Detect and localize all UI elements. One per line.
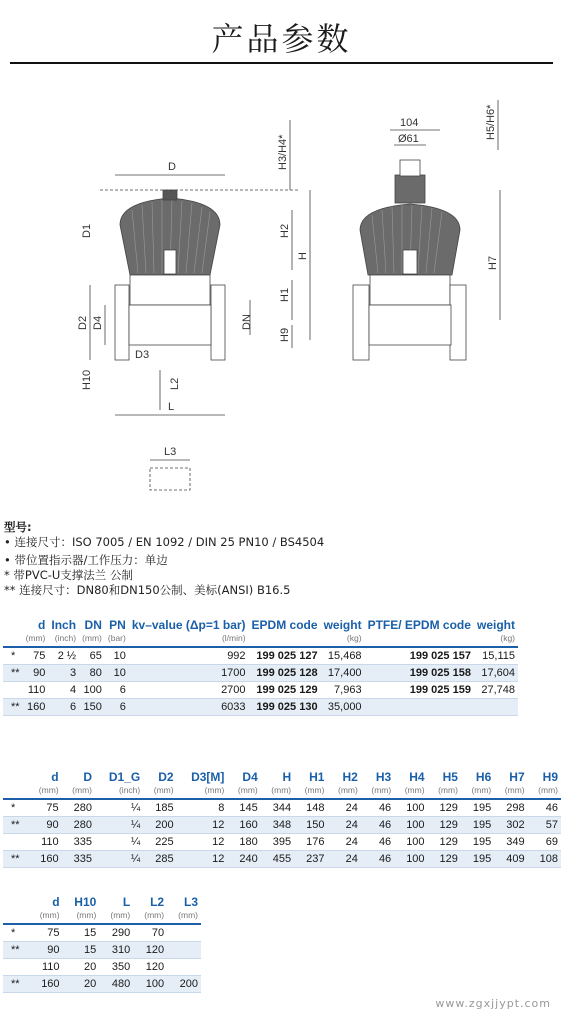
table-row bbox=[3, 958, 201, 975]
table-cell: 6 bbox=[48, 698, 79, 715]
column-header bbox=[327, 770, 360, 799]
column-unit: (mm) bbox=[338, 785, 358, 795]
table-cell: 24 bbox=[327, 850, 360, 867]
row-marker: ** bbox=[3, 664, 23, 681]
column-unit: (inch) bbox=[118, 785, 141, 795]
marker-header bbox=[3, 770, 28, 799]
column-header bbox=[133, 895, 167, 924]
table-cell: 120 bbox=[133, 958, 167, 975]
column-header bbox=[29, 895, 63, 924]
column-unit: (mm) bbox=[471, 785, 492, 795]
spec-line: • 连接尺寸：ISO 7005 / EN 1092 / DIN 25 PN10 / BS4504 bbox=[4, 535, 325, 549]
table-cell: 10 bbox=[105, 664, 129, 681]
table-cell: 285 bbox=[143, 850, 176, 867]
label-104: 104 bbox=[400, 117, 419, 129]
table-cell: 110 bbox=[29, 958, 63, 975]
spec-block bbox=[4, 520, 324, 598]
column-label: d bbox=[38, 618, 46, 632]
table-cell: 100 bbox=[79, 681, 105, 698]
label-H: H bbox=[297, 252, 309, 260]
label-L: L bbox=[168, 401, 175, 413]
table-dimensions-2 bbox=[3, 895, 201, 993]
table-cell bbox=[167, 924, 201, 941]
table-cell: 75 bbox=[23, 647, 49, 664]
row-marker bbox=[3, 681, 23, 698]
table-cell: 35,000 bbox=[321, 698, 365, 715]
table-cell: 6 bbox=[105, 698, 129, 715]
label-L3: L3 bbox=[164, 446, 177, 458]
column-unit: (mm) bbox=[39, 910, 60, 920]
table-cell: 129 bbox=[428, 816, 461, 833]
table-cell: 302 bbox=[494, 816, 527, 833]
table-cell: 27,748 bbox=[474, 681, 518, 698]
table-cell: 6 bbox=[105, 681, 129, 698]
table-cell: 225 bbox=[143, 833, 176, 850]
table-cell: 108 bbox=[528, 850, 561, 867]
table-cell: 90 bbox=[29, 941, 63, 958]
table-cell: 15 bbox=[63, 941, 100, 958]
column-header bbox=[167, 895, 201, 924]
table-cell: 12 bbox=[177, 816, 228, 833]
column-unit: (mm) bbox=[110, 910, 131, 920]
label-H5H6: H5/H6* bbox=[485, 104, 497, 140]
table-cell: ¼ bbox=[95, 799, 143, 816]
column-unit: (mm) bbox=[504, 785, 525, 795]
column-label: H2 bbox=[342, 770, 358, 784]
table-cell: 150 bbox=[79, 698, 105, 715]
label-L2: L2 bbox=[169, 377, 181, 390]
table-row bbox=[3, 647, 518, 664]
table-cell: 90 bbox=[23, 664, 49, 681]
column-header bbox=[23, 618, 49, 647]
label-H10: H10 bbox=[81, 369, 93, 390]
table-cell: 15,115 bbox=[474, 647, 518, 664]
column-label: H1 bbox=[309, 770, 325, 784]
row-marker: ** bbox=[3, 698, 23, 715]
label-DN: DN bbox=[241, 314, 253, 330]
table-cell: 237 bbox=[294, 850, 327, 867]
table-cell: 350 bbox=[99, 958, 133, 975]
column-header bbox=[494, 770, 527, 799]
column-label: weight bbox=[323, 618, 362, 632]
column-unit: (mm) bbox=[204, 785, 225, 795]
table-cell: 298 bbox=[494, 799, 527, 816]
column-unit: (kg) bbox=[500, 633, 515, 643]
spec-heading: 型号: bbox=[4, 520, 32, 534]
table-codes bbox=[3, 618, 518, 716]
column-label: d bbox=[51, 770, 59, 784]
column-header bbox=[79, 618, 105, 647]
column-header bbox=[474, 618, 518, 647]
table-row bbox=[3, 941, 201, 958]
column-header bbox=[95, 770, 143, 799]
table-cell: ¼ bbox=[95, 833, 143, 850]
label-H7: H7 bbox=[487, 255, 499, 270]
title-divider bbox=[10, 62, 553, 64]
table-cell: 199 025 127 bbox=[249, 647, 321, 664]
table-cell: 199 025 128 bbox=[249, 664, 321, 681]
table-cell: ¼ bbox=[95, 850, 143, 867]
column-header bbox=[105, 618, 129, 647]
column-label: H3 bbox=[375, 770, 392, 784]
column-unit: (mm) bbox=[178, 910, 198, 920]
table-cell: 70 bbox=[133, 924, 167, 941]
table-row bbox=[3, 924, 201, 941]
column-unit: (mm) bbox=[76, 910, 97, 920]
table-cell: 129 bbox=[428, 850, 461, 867]
table-cell: 120 bbox=[133, 941, 167, 958]
table-cell: 17,400 bbox=[321, 664, 365, 681]
table-cell: 348 bbox=[261, 816, 294, 833]
column-label: PN bbox=[109, 618, 126, 632]
column-header bbox=[394, 770, 427, 799]
column-unit: (mm) bbox=[538, 785, 558, 795]
column-label: PTFE/ EPDM code bbox=[367, 618, 471, 632]
table-cell: 10 bbox=[105, 647, 129, 664]
table-cell: 46 bbox=[361, 799, 394, 816]
table-cell: 480 bbox=[99, 975, 133, 992]
table-cell: 176 bbox=[294, 833, 327, 850]
column-header bbox=[129, 618, 249, 647]
column-unit: (mm) bbox=[153, 785, 174, 795]
table-cell: 75 bbox=[29, 924, 63, 941]
table-cell: 335 bbox=[62, 833, 95, 850]
table-cell: 199 025 129 bbox=[249, 681, 321, 698]
table-cell: 129 bbox=[428, 799, 461, 816]
column-unit: (mm) bbox=[438, 785, 458, 795]
column-label: D1_G bbox=[108, 770, 141, 784]
column-label: d bbox=[52, 895, 60, 909]
table-row bbox=[3, 816, 561, 833]
column-label: H7 bbox=[509, 770, 525, 784]
column-unit: (mm) bbox=[72, 785, 92, 795]
table-cell: 148 bbox=[294, 799, 327, 816]
valve-technical-drawing bbox=[60, 90, 540, 500]
table-cell: 100 bbox=[394, 816, 427, 833]
row-marker bbox=[3, 958, 29, 975]
table-cell: 20 bbox=[63, 975, 100, 992]
column-header bbox=[361, 770, 394, 799]
column-label: weight bbox=[477, 618, 515, 632]
table-cell: 100 bbox=[394, 850, 427, 867]
table-row bbox=[3, 799, 561, 816]
table-cell: 199 025 157 bbox=[365, 647, 474, 664]
column-header bbox=[177, 770, 228, 799]
column-label: kv–value (Δp=1 bar) bbox=[131, 618, 246, 632]
table-cell: 80 bbox=[79, 664, 105, 681]
label-H3H4: H3/H4* bbox=[277, 134, 289, 170]
column-header bbox=[249, 618, 321, 647]
table-cell: 24 bbox=[327, 833, 360, 850]
table-cell: 199 025 130 bbox=[249, 698, 321, 715]
column-unit: (bar) bbox=[107, 633, 126, 643]
column-label: EPDM code bbox=[251, 618, 318, 632]
table-row bbox=[3, 850, 561, 867]
table-cell: 160 bbox=[29, 975, 63, 992]
row-marker: ** bbox=[3, 850, 28, 867]
table-cell: 195 bbox=[461, 833, 494, 850]
column-label: D bbox=[83, 770, 92, 784]
table-cell: 75 bbox=[28, 799, 61, 816]
table-cell: 12 bbox=[177, 833, 228, 850]
table-cell: 409 bbox=[494, 850, 527, 867]
table-cell: 280 bbox=[62, 816, 95, 833]
table-cell: 160 bbox=[23, 698, 49, 715]
spec-line: • 带位置指示器/工作压力：单边 bbox=[4, 553, 168, 567]
column-unit: (mm) bbox=[404, 785, 425, 795]
column-header bbox=[428, 770, 461, 799]
row-marker bbox=[3, 833, 28, 850]
column-label: L bbox=[122, 895, 131, 909]
label-H2: H2 bbox=[279, 223, 291, 238]
table-cell: 160 bbox=[28, 850, 61, 867]
column-header bbox=[99, 895, 133, 924]
column-label: DN bbox=[84, 618, 102, 632]
table-cell: 15 bbox=[63, 924, 100, 941]
table-cell: 290 bbox=[99, 924, 133, 941]
table-cell: 65 bbox=[79, 647, 105, 664]
table-cell: 2700 bbox=[129, 681, 249, 698]
table-cell bbox=[167, 958, 201, 975]
table-row bbox=[3, 664, 518, 681]
table-cell: 395 bbox=[261, 833, 294, 850]
row-marker: * bbox=[3, 924, 29, 941]
table-cell: 349 bbox=[494, 833, 527, 850]
table-cell: 150 bbox=[294, 816, 327, 833]
table-row bbox=[3, 698, 518, 715]
marker-header bbox=[3, 895, 29, 924]
label-D3: D3 bbox=[135, 349, 150, 361]
table-cell: 129 bbox=[428, 833, 461, 850]
column-label: L2 bbox=[150, 895, 165, 909]
column-label: H10 bbox=[74, 895, 97, 909]
column-header bbox=[62, 770, 95, 799]
label-D: D bbox=[168, 161, 176, 173]
table-cell: 310 bbox=[99, 941, 133, 958]
column-unit: (mm) bbox=[144, 910, 165, 920]
column-header bbox=[461, 770, 494, 799]
table-cell: 145 bbox=[227, 799, 260, 816]
table-cell: 100 bbox=[133, 975, 167, 992]
table-cell bbox=[365, 698, 474, 715]
row-marker: * bbox=[3, 799, 28, 816]
column-header bbox=[227, 770, 260, 799]
table-cell: 195 bbox=[461, 850, 494, 867]
table-cell: 4 bbox=[48, 681, 79, 698]
column-label: L3 bbox=[183, 895, 198, 909]
column-unit: (mm) bbox=[271, 785, 292, 795]
column-header bbox=[63, 895, 100, 924]
column-unit: (inch) bbox=[54, 633, 77, 643]
table-cell: 200 bbox=[143, 816, 176, 833]
column-label: Inch bbox=[51, 618, 77, 632]
table-cell: 1700 bbox=[129, 664, 249, 681]
table-cell: 24 bbox=[327, 799, 360, 816]
table-cell: 195 bbox=[461, 799, 494, 816]
column-header bbox=[48, 618, 79, 647]
table-cell: 280 bbox=[62, 799, 95, 816]
table-cell: 8 bbox=[177, 799, 228, 816]
table-cell: 90 bbox=[28, 816, 61, 833]
table-cell: 160 bbox=[227, 816, 260, 833]
table-cell: 17,604 bbox=[474, 664, 518, 681]
table-cell: 180 bbox=[227, 833, 260, 850]
spec-line: * 带PVC-U支撑法兰 公制 bbox=[4, 568, 133, 582]
table-cell: 100 bbox=[394, 833, 427, 850]
table-cell: 110 bbox=[23, 681, 49, 698]
table-cell: 3 bbox=[48, 664, 79, 681]
column-label: H5 bbox=[442, 770, 458, 784]
row-marker: ** bbox=[3, 816, 28, 833]
table-cell: 24 bbox=[327, 816, 360, 833]
table-cell: 455 bbox=[261, 850, 294, 867]
column-unit: (mm) bbox=[237, 785, 258, 795]
table-cell: ¼ bbox=[95, 816, 143, 833]
column-unit: (mm) bbox=[371, 785, 392, 795]
column-unit: (mm) bbox=[304, 785, 325, 795]
column-header bbox=[528, 770, 561, 799]
column-header bbox=[365, 618, 474, 647]
table-cell: 46 bbox=[361, 816, 394, 833]
table-cell: 240 bbox=[227, 850, 260, 867]
table-cell: 2 ½ bbox=[48, 647, 79, 664]
column-label: D2 bbox=[158, 770, 174, 784]
table-cell: 195 bbox=[461, 816, 494, 833]
spec-line: ** 连接尺寸：DN80和DN150公制、美标(ANSI) B16.5 bbox=[4, 583, 291, 597]
table-cell: 992 bbox=[129, 647, 249, 664]
table-cell: 199 025 158 bbox=[365, 664, 474, 681]
page-title: 产品参数 bbox=[211, 20, 352, 58]
table-dimensions-1 bbox=[3, 770, 561, 868]
table-cell: 46 bbox=[361, 850, 394, 867]
column-unit: (l/min) bbox=[221, 633, 246, 643]
column-header bbox=[28, 770, 61, 799]
column-header bbox=[321, 618, 365, 647]
label-H1: H1 bbox=[279, 287, 291, 302]
column-label: D4 bbox=[242, 770, 258, 784]
column-unit: (kg) bbox=[346, 633, 362, 643]
table-cell: 200 bbox=[167, 975, 201, 992]
column-header bbox=[143, 770, 176, 799]
column-label: H4 bbox=[409, 770, 425, 784]
table-cell: 12 bbox=[177, 850, 228, 867]
label-61: Ø61 bbox=[398, 133, 419, 145]
marker-header bbox=[3, 618, 23, 647]
table-cell bbox=[474, 698, 518, 715]
table-cell: 46 bbox=[528, 799, 561, 816]
label-H9: H9 bbox=[279, 327, 291, 342]
table-row bbox=[3, 975, 201, 992]
table-cell bbox=[167, 941, 201, 958]
column-unit: (mm) bbox=[38, 785, 59, 795]
table-cell: 15,468 bbox=[321, 647, 365, 664]
column-unit: (mm) bbox=[25, 633, 46, 643]
table-cell: 57 bbox=[528, 816, 561, 833]
table-cell: 6033 bbox=[129, 698, 249, 715]
label-D1: D1 bbox=[81, 223, 93, 238]
table-cell: 335 bbox=[62, 850, 95, 867]
row-marker: ** bbox=[3, 975, 29, 992]
table-row bbox=[3, 681, 518, 698]
column-header bbox=[261, 770, 294, 799]
column-label: H6 bbox=[475, 770, 492, 784]
table-cell: 100 bbox=[394, 799, 427, 816]
table-cell: 185 bbox=[143, 799, 176, 816]
column-label: D3[M] bbox=[191, 770, 225, 784]
label-D2: D2 bbox=[77, 315, 89, 330]
row-marker: ** bbox=[3, 941, 29, 958]
label-D4: D4 bbox=[92, 315, 104, 330]
table-row bbox=[3, 833, 561, 850]
column-label: H9 bbox=[542, 770, 558, 784]
column-label: H bbox=[282, 770, 292, 784]
table-cell: 344 bbox=[261, 799, 294, 816]
row-marker: * bbox=[3, 647, 23, 664]
table-cell: 7,963 bbox=[321, 681, 365, 698]
column-header bbox=[294, 770, 327, 799]
table-cell: 69 bbox=[528, 833, 561, 850]
table-cell: 199 025 159 bbox=[365, 681, 474, 698]
table-cell: 46 bbox=[361, 833, 394, 850]
column-unit: (mm) bbox=[82, 633, 102, 643]
table-cell: 20 bbox=[63, 958, 100, 975]
table-cell: 110 bbox=[28, 833, 61, 850]
watermark: www.zgxjjypt.com bbox=[435, 997, 551, 1010]
